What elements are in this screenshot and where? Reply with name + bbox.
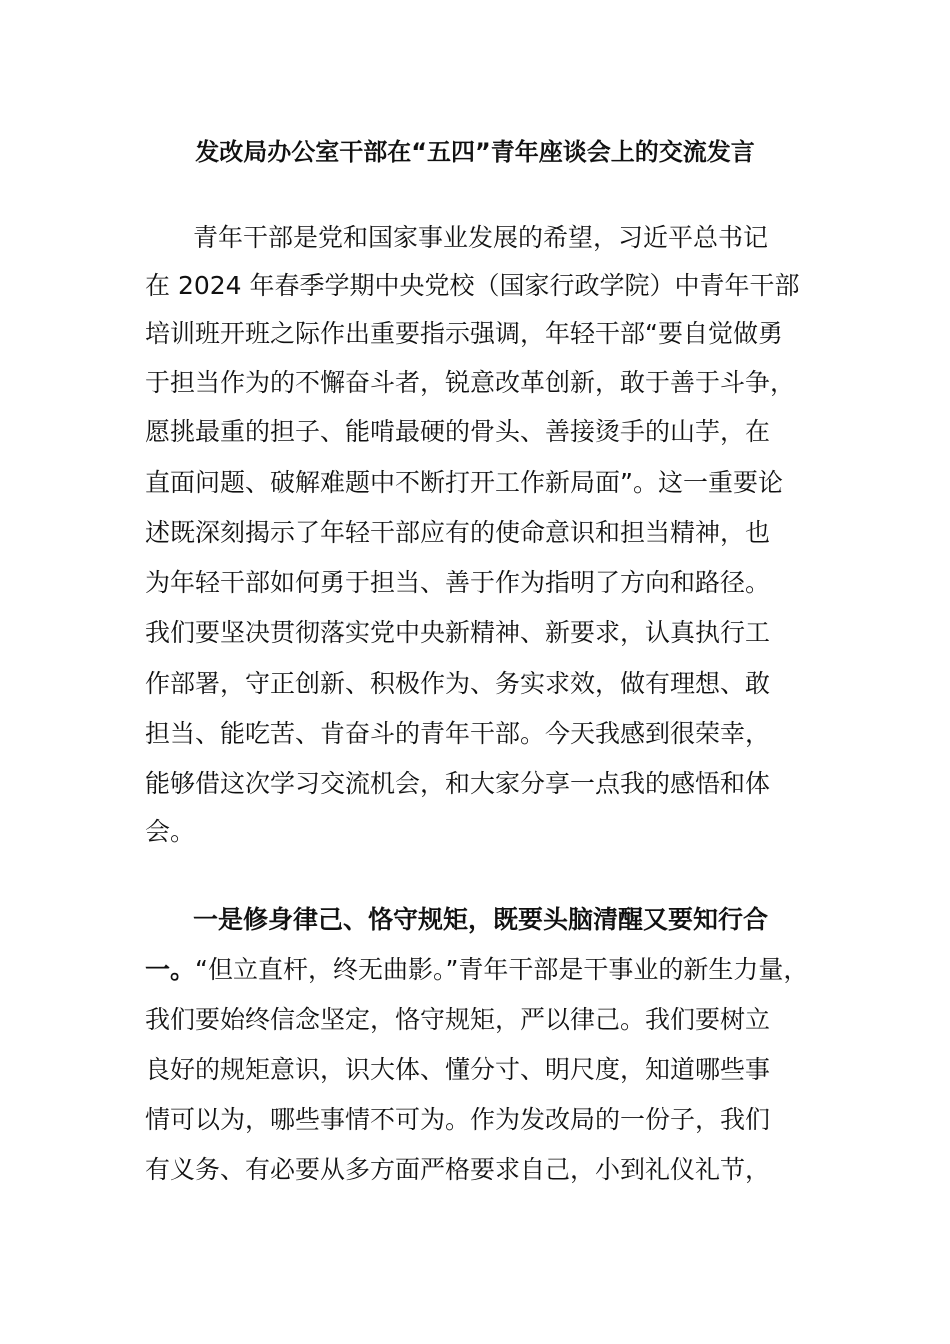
paragraph-text: “但立直杆，终无曲影。”青年干部是干事业的新生力量， [195, 955, 809, 984]
paragraph-line: 我们要坚决贯彻落实党中央新精神、新要求，认真执行工 [145, 618, 771, 647]
section-heading: 一是修身律己、恪守规矩，既要头脑清醒又要知行合 [193, 905, 769, 934]
paragraph-line: 会。 [145, 817, 196, 846]
paragraph-line: 良好的规矩意识，识大体、懂分寸、明尺度，知道哪些事 [145, 1055, 771, 1084]
paragraph-line: 作部署，守正创新、积极作为、务实求效，做有理想、敢 [145, 669, 771, 698]
paragraph-line: 我们要始终信念坚定，恪守规矩，严以律己。我们要树立 [145, 1005, 771, 1034]
paragraph-line: 有义务、有必要从多方面严格要求自己，小到礼仪礼节， [145, 1155, 771, 1184]
paragraph-line: 于担当作为的不懈奋斗者，锐意改革创新，敢于善于斗争， [145, 368, 796, 397]
paragraph-line: 担当、能吃苦、肯奋斗的青年干部。今天我感到很荣幸， [145, 719, 771, 748]
paragraph-line: 培训班开班之际作出重要指示强调，年轻干部“要自觉做勇 [145, 319, 783, 348]
paragraph-line: 能够借这次学习交流机会，和大家分享一点我的感悟和体 [145, 769, 771, 798]
paragraph-line: 情可以为，哪些事情不可为。作为发改局的一份子，我们 [145, 1105, 771, 1134]
paragraph-line: 愿挑最重的担子、能啃最硬的骨头、善接烫手的山芋，在 [145, 417, 771, 446]
paragraph-line: 青年干部是党和国家事业发展的希望，习近平总书记 [193, 223, 769, 252]
paragraph-line: 为年轻干部如何勇于担当、善于作为指明了方向和路径。 [145, 568, 771, 597]
paragraph-line [145, 952, 808, 988]
paragraph-line: 在 2024 年春季学期中央党校（国家行政学院）中青年干部 [145, 271, 800, 300]
document-title: 发改局办公室干部在“五四”青年座谈会上的交流发言 [195, 138, 755, 166]
section-heading-end: 一。 [145, 955, 196, 984]
paragraph-line: 直面问题、破解难题中不断打开工作新局面”。这一重要论 [145, 468, 783, 497]
paragraph-line: 述既深刻揭示了年轻干部应有的使命意识和担当精神，也 [145, 518, 771, 547]
